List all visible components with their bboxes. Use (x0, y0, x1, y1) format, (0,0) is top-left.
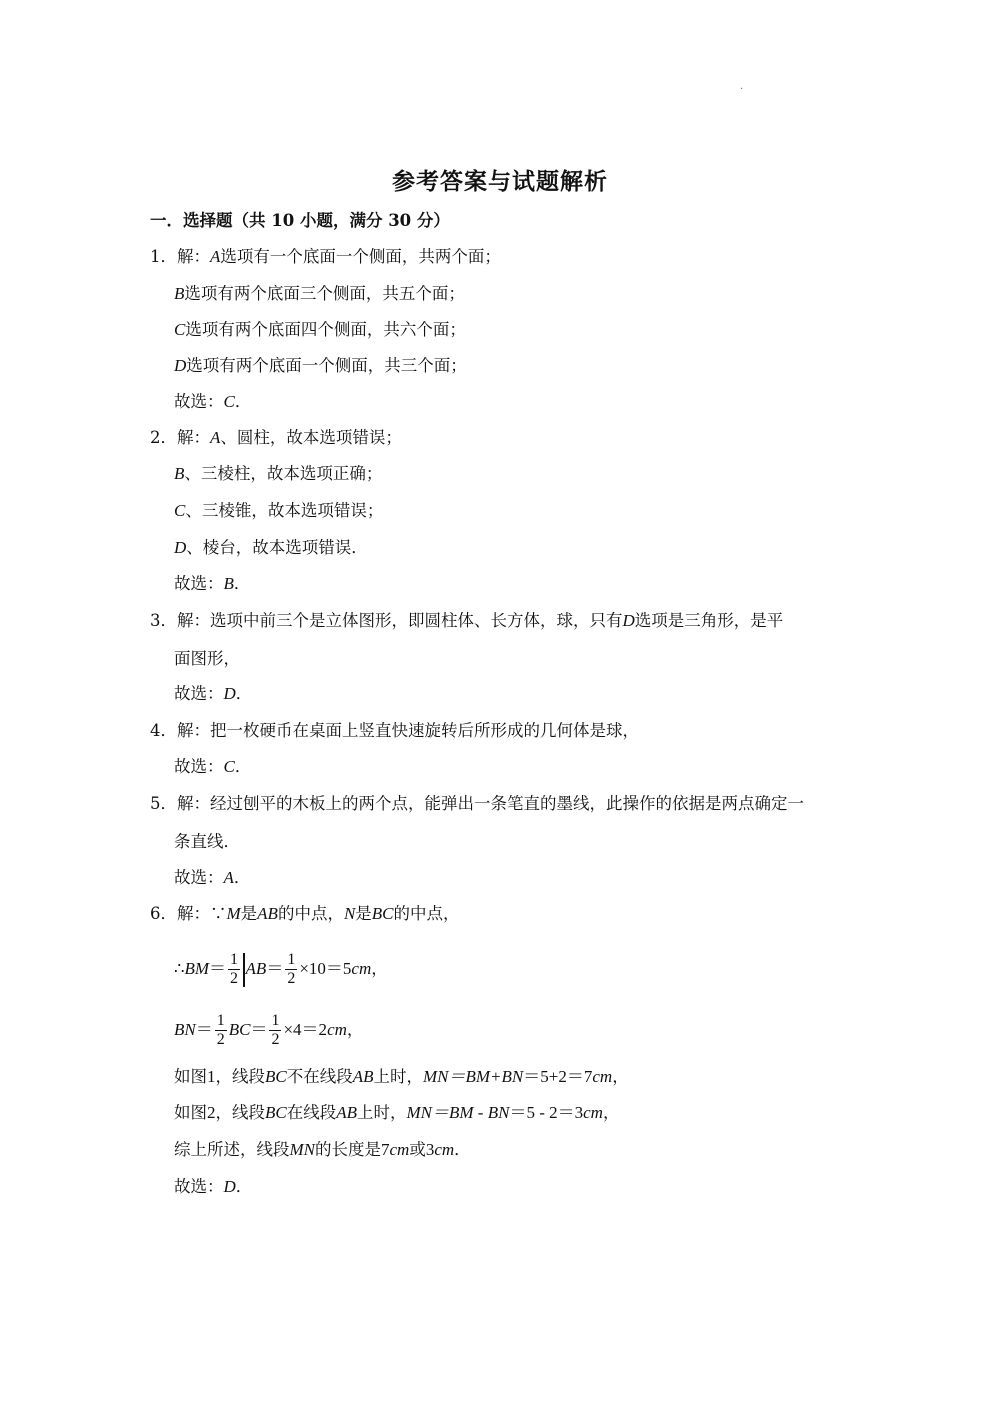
equals-sign: ＝ (266, 959, 284, 978)
comma: ， (602, 1103, 620, 1122)
question-number: 3． (150, 611, 177, 630)
unit: cm (389, 1140, 410, 1159)
math-number: 7 (381, 1140, 390, 1159)
equals-sign: ＝ (250, 1020, 268, 1039)
solution-text: 条直线． (174, 832, 240, 851)
unit: cm (592, 1067, 613, 1086)
comma: ， (612, 1067, 629, 1086)
option-letter: B (174, 464, 185, 483)
q2-line-3 (174, 501, 383, 521)
math-var: BC (228, 1020, 251, 1039)
answer-label: 故选： (174, 574, 224, 593)
option-text: 、三棱锥，故本选项错误； (185, 501, 384, 520)
solution-prefix: 解： (177, 247, 210, 266)
answer-letter: D (223, 684, 236, 703)
solution-text: 解：选项中前三个是立体图形，即圆柱体、长方体，球，只有 (177, 611, 623, 630)
section-heading: 一．选择题（共 10 小题，满分 30 分） (150, 211, 450, 230)
q5-answer (174, 868, 250, 888)
question-number: 1． (150, 247, 177, 266)
question-number: 2． (150, 428, 177, 447)
q1-answer (174, 392, 251, 412)
solution-text: 上时， (373, 1067, 424, 1086)
period: ． (233, 868, 251, 887)
option-text: 、三棱柱，故本选项正确； (184, 464, 383, 483)
math-expr: ＝5+2＝7 (523, 1067, 593, 1086)
answer-letter: D (223, 1177, 236, 1196)
answer-letter: C (223, 757, 235, 776)
q6-figure-1 (174, 1067, 629, 1087)
q3-line-2 (174, 649, 240, 669)
denominator: 2 (271, 1031, 280, 1048)
solution-text: 如图 (174, 1103, 207, 1122)
option-text: 、圆柱，故本选项错误； (220, 428, 402, 447)
q6-equation-bm (174, 950, 388, 988)
q5-line-2 (174, 832, 240, 852)
corner-mark: · (740, 84, 744, 95)
numerator: 1 (271, 1012, 280, 1029)
solution-text: ，线段 (215, 1103, 265, 1122)
solution-text: 解：把一枚硬币在桌面上竖直快速旋转后所形成的几何体是球， (177, 721, 639, 740)
question-number: 4． (150, 721, 177, 740)
math-var: BM (184, 959, 210, 978)
answer-label: 故选： (174, 1177, 224, 1196)
comma: ， (371, 959, 388, 978)
comma: ， (346, 1020, 364, 1039)
q2-line-2 (174, 464, 382, 484)
math-var: M (226, 904, 241, 923)
solution-text: 综上所述，线段 (174, 1140, 290, 1159)
math-var: AB (352, 1067, 374, 1086)
q4-answer (174, 757, 251, 777)
math-var: BC (371, 904, 394, 923)
denominator: 2 (216, 1031, 225, 1048)
equals-sign: ＝ (195, 1020, 213, 1039)
unit: cm (327, 1020, 347, 1039)
denominator: 2 (287, 970, 296, 987)
q1-line-2 (174, 284, 465, 304)
math-var: N (343, 904, 356, 923)
figure-number: 1 (207, 1067, 216, 1086)
solution-text: 的长度是 (315, 1140, 381, 1159)
fraction-half (215, 1012, 227, 1049)
option-letter: C (174, 320, 186, 339)
fraction-half (228, 951, 240, 988)
solution-text: 是 (355, 904, 372, 923)
solution-text: 如图 (174, 1067, 207, 1086)
option-text: 选项有两个底面三个侧面，共五个面； (184, 284, 465, 303)
fraction-half (285, 951, 297, 988)
period: ． (233, 574, 251, 593)
answer-letter: C (223, 392, 235, 411)
unit: cm (351, 959, 372, 978)
solution-text: 面图形， (174, 649, 240, 668)
q2-line-1 (150, 428, 402, 448)
answer-label: 故选： (174, 868, 224, 887)
math-expr: MN＝BM+BN (423, 1067, 524, 1086)
q6-answer (174, 1177, 252, 1197)
solution-text: 选项是三角形，是平 (634, 611, 784, 630)
option-text: 选项有两个底面一个侧面，共三个面； (186, 356, 467, 375)
period: ． (454, 1140, 471, 1159)
option-letter: A (210, 247, 221, 266)
q3-line-1 (150, 611, 783, 631)
period: ． (235, 684, 253, 703)
numerator: 1 (287, 951, 296, 968)
solution-text: ，线段 (215, 1067, 265, 1086)
math-var: AB (257, 904, 278, 923)
fraction-half (269, 1012, 281, 1049)
figure-number: 2 (207, 1103, 216, 1122)
solution-text: 的中点， (277, 904, 344, 923)
math-number: 3 (425, 1140, 435, 1159)
math-expr: ＝5 - 2＝3 (509, 1103, 584, 1122)
period: ． (234, 757, 252, 776)
q4-line-1 (150, 721, 639, 741)
q2-answer (174, 574, 250, 594)
math-var: MN (289, 1140, 315, 1159)
numerator: 1 (216, 1012, 225, 1029)
therefore-symbol: ∴ (174, 959, 185, 978)
numerator: 1 (230, 951, 239, 968)
math-var: BC (265, 1103, 287, 1122)
answer-label: 故选： (174, 684, 224, 703)
option-letter: B (174, 284, 185, 303)
answer-letter: B (223, 574, 234, 593)
unit: cm (434, 1140, 455, 1159)
solution-text: 的中点， (393, 904, 460, 923)
q1-line-1 (150, 247, 501, 267)
q6-equation-bn (174, 1011, 363, 1049)
q3-answer (174, 684, 252, 704)
math-var: AB (336, 1103, 358, 1122)
math-var: BC (265, 1067, 287, 1086)
q5-line-1 (150, 794, 804, 814)
math-expr: ×4＝2 (283, 1020, 328, 1039)
math-expr: MN＝BM - BN (406, 1103, 510, 1122)
option-letter: D (622, 611, 635, 630)
option-letter: D (174, 538, 187, 557)
solution-prefix: 解：∵ (177, 904, 227, 923)
solution-text: 上时， (357, 1103, 407, 1122)
q1-line-3 (174, 320, 466, 340)
solution-prefix: 解： (177, 428, 210, 447)
q6-summary (174, 1140, 471, 1160)
option-letter: C (174, 501, 186, 520)
q2-line-4 (174, 538, 368, 558)
solution-text: 在线段 (286, 1103, 337, 1122)
solution-text: 是 (240, 904, 258, 923)
q6-line-1 (150, 904, 460, 924)
option-text: 选项有两个底面四个侧面，共六个面； (185, 320, 466, 339)
solution-text: 或 (409, 1140, 426, 1159)
page-title: 参考答案与试题解析 (392, 168, 608, 195)
equals-sign: ＝ (209, 959, 227, 978)
q6-figure-2 (174, 1103, 619, 1123)
answer-label: 故选： (174, 392, 224, 411)
option-text: 、棱台，故本选项错误． (186, 538, 368, 557)
option-letter: D (174, 356, 187, 375)
denominator: 2 (230, 970, 239, 987)
question-number: 6． (150, 904, 177, 923)
answer-letter: A (223, 868, 234, 887)
period: ． (234, 392, 252, 411)
unit: cm (583, 1103, 603, 1122)
question-number: 5． (150, 794, 177, 813)
option-text: 选项有一个底面一个侧面，共两个面； (220, 247, 501, 266)
math-var: BN (174, 1020, 196, 1039)
solution-text: 解：经过刨平的木板上的两个点，能弹出一条笔直的墨线，此操作的依据是两点确定一 (177, 794, 804, 813)
answer-label: 故选： (174, 757, 224, 776)
option-letter: A (210, 428, 221, 447)
q1-line-4 (174, 356, 467, 376)
cursor-bar (243, 953, 245, 987)
math-var: AB (245, 959, 267, 978)
math-expr: ×10＝5 (299, 959, 352, 978)
solution-text: 不在线段 (286, 1067, 353, 1086)
period: ． (235, 1177, 253, 1196)
